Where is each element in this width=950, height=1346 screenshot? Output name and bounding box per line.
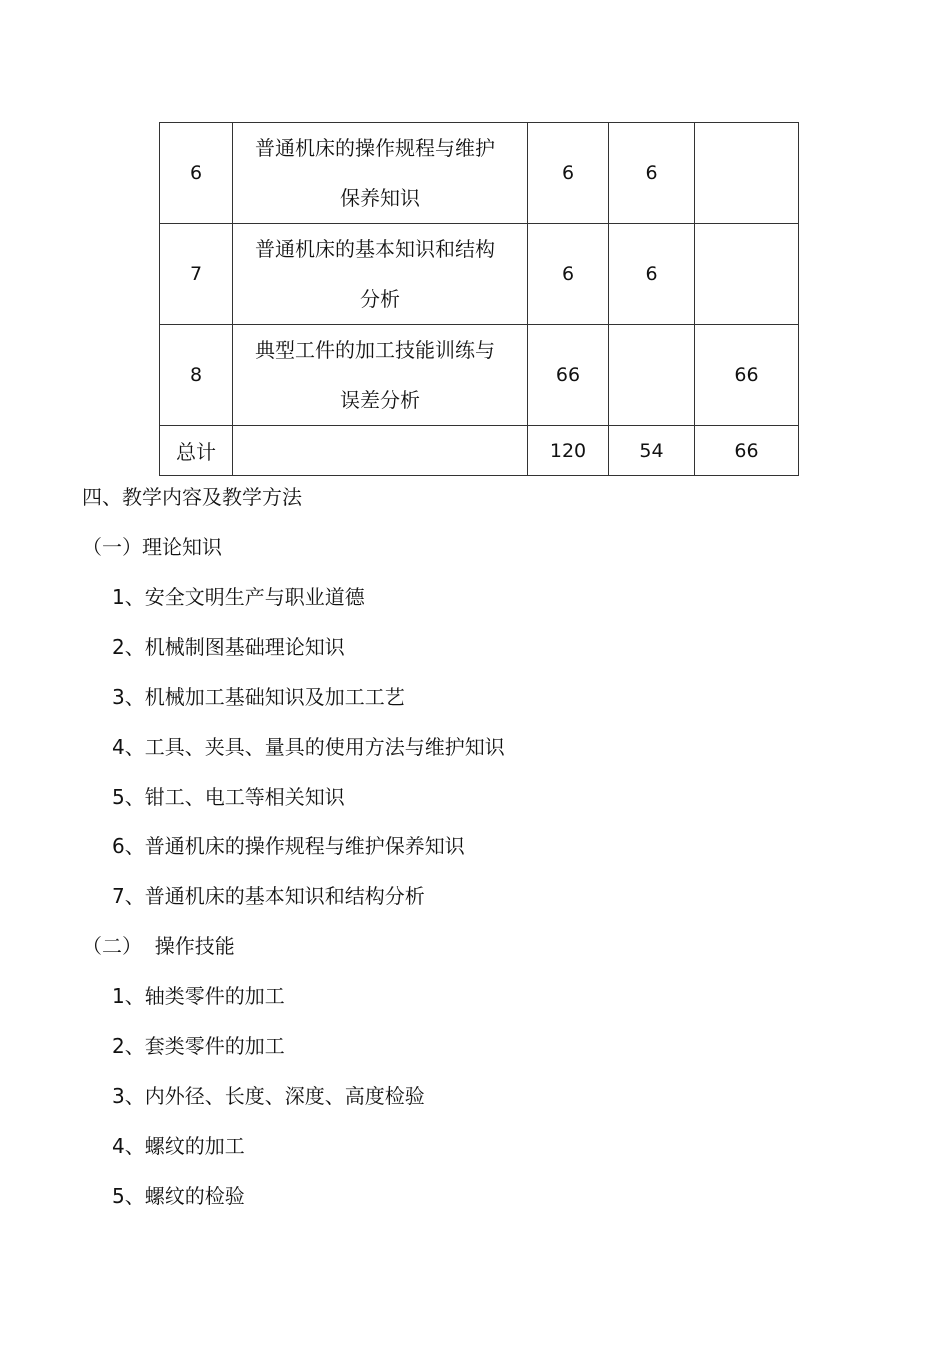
total-hours-cell: 66 bbox=[528, 325, 609, 426]
topic-line-2: 保养知识 bbox=[340, 186, 420, 210]
theory-hours-cell: 6 bbox=[609, 224, 695, 325]
topic-line-1: 典型工件的加工技能训练与 bbox=[255, 338, 495, 362]
topic-line-2: 误差分析 bbox=[340, 388, 420, 412]
row-number: 8 bbox=[160, 325, 233, 426]
grand-total-hours: 120 bbox=[528, 426, 609, 476]
skills-item: 5、螺纹的检验 bbox=[112, 1184, 245, 1208]
theory-hours-cell bbox=[609, 325, 695, 426]
table-row bbox=[160, 224, 799, 325]
topic-cell bbox=[233, 325, 528, 426]
topic-line-1: 普通机床的操作规程与维护 bbox=[255, 136, 495, 160]
practice-hours-cell bbox=[695, 224, 799, 325]
skills-heading: （二） 操作技能 bbox=[82, 934, 235, 958]
grand-theory-hours: 54 bbox=[609, 426, 695, 476]
table-row bbox=[160, 123, 799, 224]
row-number: 6 bbox=[160, 123, 233, 224]
theory-heading: （一）理论知识 bbox=[82, 535, 222, 559]
row-number: 7 bbox=[160, 224, 233, 325]
practice-hours-cell bbox=[695, 123, 799, 224]
theory-item: 4、工具、夹具、量具的使用方法与维护知识 bbox=[112, 735, 505, 759]
theory-item: 1、安全文明生产与职业道德 bbox=[112, 585, 365, 609]
theory-item: 6、普通机床的操作规程与维护保养知识 bbox=[112, 834, 465, 858]
topic-line-1: 普通机床的基本知识和结构 bbox=[255, 237, 495, 261]
theory-item: 2、机械制图基础理论知识 bbox=[112, 635, 345, 659]
theory-hours-cell: 6 bbox=[609, 123, 695, 224]
topic-cell bbox=[233, 123, 528, 224]
skills-item: 2、套类零件的加工 bbox=[112, 1034, 285, 1058]
skills-item: 4、螺纹的加工 bbox=[112, 1134, 245, 1158]
total-topic-cell bbox=[233, 426, 528, 476]
table-total-row bbox=[160, 426, 799, 476]
table-row bbox=[160, 325, 799, 426]
section-heading: 四、教学内容及教学方法 bbox=[82, 485, 302, 509]
topic-cell bbox=[233, 224, 528, 325]
practice-hours-cell: 66 bbox=[695, 325, 799, 426]
grand-practice-hours: 66 bbox=[695, 426, 799, 476]
skills-item: 1、轴类零件的加工 bbox=[112, 984, 285, 1008]
total-label: 总计 bbox=[160, 426, 233, 476]
course-hours-table bbox=[159, 122, 799, 476]
total-hours-cell: 6 bbox=[528, 123, 609, 224]
total-hours-cell: 6 bbox=[528, 224, 609, 325]
topic-line-2: 分析 bbox=[360, 287, 400, 311]
theory-item: 3、机械加工基础知识及加工工艺 bbox=[112, 685, 405, 709]
theory-item: 5、钳工、电工等相关知识 bbox=[112, 785, 345, 809]
skills-item: 3、内外径、长度、深度、高度检验 bbox=[112, 1084, 425, 1108]
theory-item: 7、普通机床的基本知识和结构分析 bbox=[112, 884, 425, 908]
